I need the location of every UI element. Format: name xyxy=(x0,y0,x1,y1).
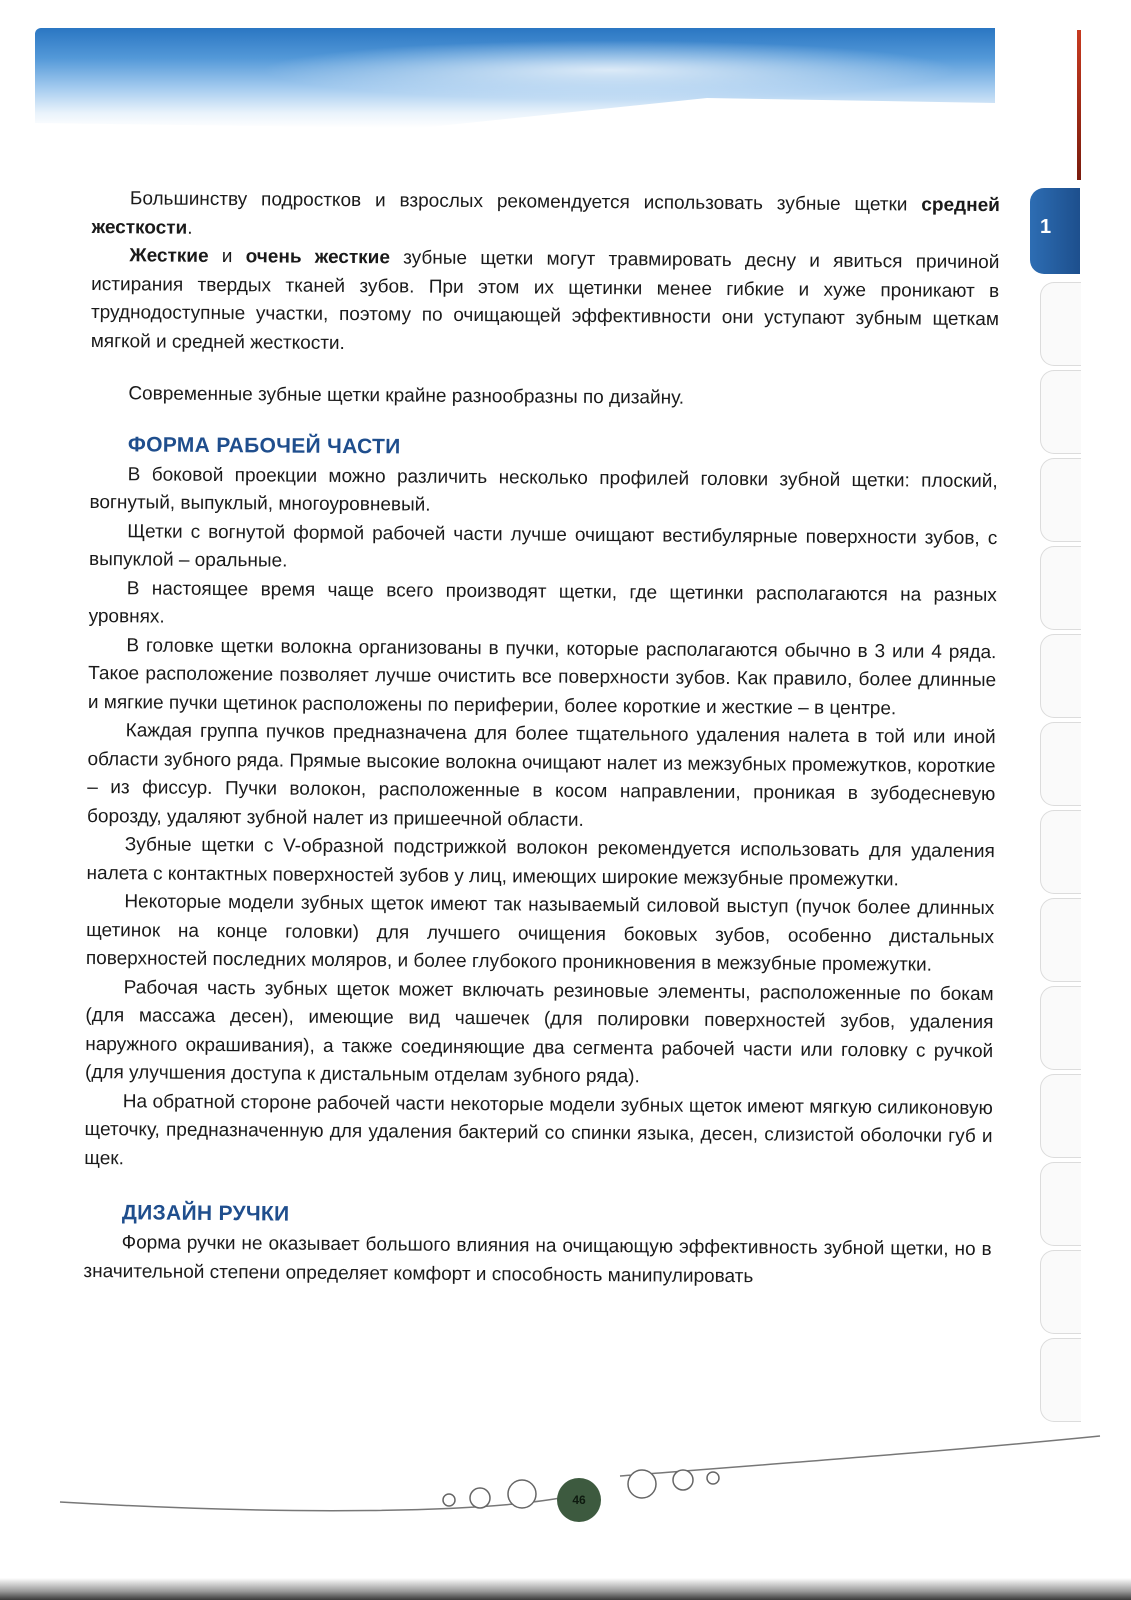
side-tab[interactable] xyxy=(1040,634,1081,718)
paragraph: Современные зубные щетки крайне разнообразны по дизайну. xyxy=(128,383,685,409)
scan-shadow xyxy=(0,1578,1131,1600)
side-tab[interactable] xyxy=(1040,458,1081,542)
paragraph: Некоторые модели зубных щеток имеют так называемый силовой выступ (пучок более длинных щетинок на конце головки) для лучшего очищения боковых зубов, особенно дистальных поверхностей последних моляров, и более глубокого проникновения в межзубные промежутки. xyxy=(85,891,995,976)
paragraph: В боковой проекции можно различить несколько профилей головки зубной щетки: плоский, вогнутый, выпуклый, многоуровневый. xyxy=(89,463,998,516)
footer-circle-icon xyxy=(628,1470,656,1498)
paragraph: Форма ручки не оказывает большого влияния на очищающую эффективность зубной щетки, но в значительной степени определяет комфорт и способность манипулировать xyxy=(83,1232,992,1287)
side-tab[interactable] xyxy=(1040,1162,1081,1246)
section-heading: ДИЗАЙН РУЧКИ xyxy=(121,1201,290,1226)
paragraph xyxy=(91,242,1000,363)
paragraph-text: Большинству подростков и взрослых рекомендуется использовать зубные щетки xyxy=(129,188,922,216)
footer-circle-icon xyxy=(470,1488,490,1508)
side-tab[interactable] xyxy=(1040,898,1081,982)
side-tab[interactable] xyxy=(1040,722,1081,806)
page-edge-decoration xyxy=(1077,30,1081,180)
footer-circle-icon xyxy=(508,1480,536,1508)
paragraph-text: зубные щетки могут травмировать десну и явиться причиной истирания твердых тканей зубов. При этом их щетинки менее гибкие и хуже проникают в труднодоступные участки, поэтому по очищающей эффективности они уступают зубным щеткам мягкой и средней жесткости. xyxy=(90,247,1000,354)
paragraph: В настоящее время чаще всего производят щетки, где щетинки располагаются на разных уровнях. xyxy=(88,577,997,628)
side-tab[interactable] xyxy=(1040,282,1081,366)
side-tab[interactable] xyxy=(1040,986,1081,1070)
side-tab[interactable] xyxy=(1040,810,1081,894)
paragraph-text: и xyxy=(208,245,246,268)
paragraph xyxy=(92,185,1000,249)
bold-term: средней жесткости xyxy=(91,194,1000,239)
section-heading: ФОРМА РАБОЧЕЙ ЧАСТИ xyxy=(127,432,401,458)
paragraph: Каждая группа пучков предназначена для более тщательного удаления налета в той или иной области зубного ряда. Прямые высокие волокна очищают налет из межзубных промежутков, короткие – из фиссур. Пучки волокон, расположенные в косом направлении, проникая в зубодесневую борозду, удаляют зубной налет из пришеечной области. xyxy=(86,720,996,831)
bold-term: Жесткие xyxy=(129,245,209,267)
header-banner-glow xyxy=(260,40,960,100)
chapter-tab[interactable] xyxy=(1030,188,1080,274)
side-tab[interactable] xyxy=(1040,1074,1081,1158)
side-tab[interactable] xyxy=(1040,370,1081,454)
paragraph-text: . xyxy=(187,217,193,239)
footer-circle-icon xyxy=(443,1494,455,1506)
footer-circle-icon xyxy=(707,1472,719,1484)
footer-circle-icon xyxy=(673,1470,693,1490)
side-tab[interactable] xyxy=(1040,1250,1081,1334)
side-tab[interactable] xyxy=(1040,546,1081,630)
chapter-tab-number: 1 xyxy=(1040,216,1052,238)
paragraph: Щетки с вогнутой формой рабочей части лучше очищают вестибулярные поверхности зубов, с выпуклой – оральные. xyxy=(88,520,998,572)
bold-term: очень жесткие xyxy=(245,246,391,269)
paragraph: В головке щетки волокна организованы в пучки, которые располагаются обычно в 3 или 4 ряда. Такое расположение позволяет лучше очистить все поверхности зубов. Как правило, более длинные и мягкие пучки щетинок расположены по периферии, более короткие и жесткие – в центре. xyxy=(87,634,997,719)
paragraph: Рабочая часть зубных щеток может включать резиновые элементы, расположенные по бокам (для массажа десен), имеющие вид чашечек (для полировки поверхностей зубов, удаления наружного окрашивания), а также соединяющие два сегмента рабочей части или головку с ручкой (для улучшения доступа к дистальным отделам зубного ряда). xyxy=(84,976,994,1088)
page-number: 46 xyxy=(557,1478,601,1522)
side-tab[interactable] xyxy=(1040,1338,1081,1422)
paragraph: Зубные щетки с V-образной подстрижкой волокон рекомендуется использовать для удаления налета с контактных поверхностей зубов у лиц, имеющих широкие межзубные промежутки. xyxy=(86,834,995,890)
paragraph: На обратной стороне рабочей части некоторые модели зубных щеток имеют мягкую силиконовую щеточку, предназначенную для удаления бактерий со спинки языка, десен, слизистой оболочки губ и щек. xyxy=(84,1090,993,1169)
page-body xyxy=(83,185,1000,1293)
